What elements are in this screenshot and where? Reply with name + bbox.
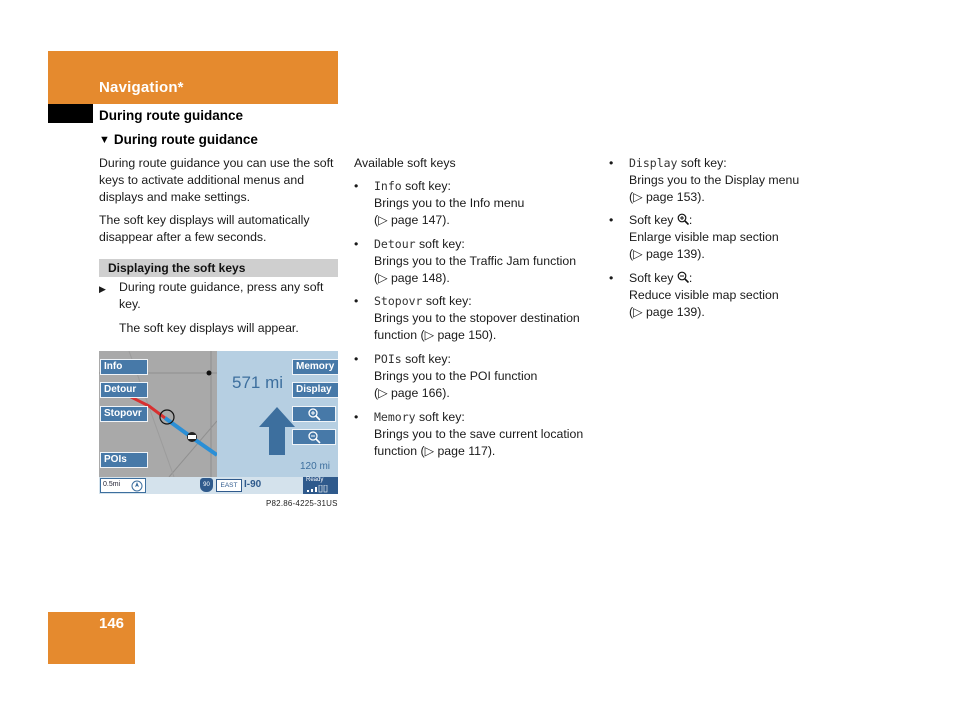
page-subtitle: During route guidance xyxy=(99,108,244,123)
subsection-heading-bar xyxy=(99,259,338,277)
status-text: Ready xyxy=(306,477,324,483)
list-item: • Info soft key: Brings you to the Info menu (▷ page 147). xyxy=(354,179,525,227)
list-item: • Soft key : Enlarge visible map section (▷ page 139). xyxy=(609,213,779,261)
figure-caption: P82.86-4225-31US xyxy=(266,499,338,508)
list-item: • Detour soft key: Brings you to the Traffic Jam function (▷ page 148). xyxy=(354,237,577,285)
section-heading-text: During route guidance xyxy=(113,132,258,147)
list-item: • Display soft key: Brings you to the Display menu (▷ page 153). xyxy=(609,156,800,204)
softkey-name: Detour xyxy=(374,237,416,251)
distance-to-maneuver: 120 mi xyxy=(300,461,331,472)
section-title: Navigation* xyxy=(99,79,184,96)
step-arrow-icon: ▶ xyxy=(99,284,106,294)
list-item: • POIs soft key: Brings you to the POI function (▷ page 166). xyxy=(354,352,538,400)
direction-label: EAST xyxy=(216,479,242,492)
current-road: I-90 xyxy=(244,479,262,490)
zoom-out-icon xyxy=(677,271,689,283)
softkeys-intro: Available soft keys xyxy=(354,156,456,170)
intro-paragraph-2: The soft key displays will automatically disappear after a few seconds. xyxy=(99,213,310,244)
compass-icon xyxy=(131,480,143,492)
section-header-bar xyxy=(48,51,338,104)
softkey-memory[interactable]: Memory xyxy=(292,359,338,375)
zoom-in-icon xyxy=(307,407,321,421)
instruction-step xyxy=(99,279,339,313)
status-box xyxy=(303,477,338,494)
softkey-zoom-out[interactable] xyxy=(292,429,336,445)
list-item: • Soft key : Reduce visible map section (▷ page 139). xyxy=(609,271,779,319)
header-black-tab xyxy=(48,104,93,123)
softkey-name: Display xyxy=(629,156,678,170)
map-scale-box xyxy=(100,478,146,493)
subsection-title: Displaying the soft keys xyxy=(108,261,246,275)
map-scale: 0.5mi xyxy=(103,481,121,488)
softkey-info[interactable]: Info xyxy=(100,359,148,375)
intro-paragraph-1: During route guidance you can use the soft keys to activate additional menus and displays and make settings. xyxy=(99,156,334,204)
zoom-in-icon xyxy=(677,213,689,225)
softkey-name: Info xyxy=(374,179,402,193)
turn-arrow-icon xyxy=(259,407,295,455)
triangle-down-icon: ▼ xyxy=(99,134,110,146)
softkey-name: Memory xyxy=(374,410,416,424)
softkey-pois[interactable]: POIs xyxy=(100,452,148,468)
softkey-name: POIs xyxy=(374,352,402,366)
softkey-zoom-in[interactable] xyxy=(292,406,336,422)
softkey-detour[interactable]: Detour xyxy=(100,382,148,398)
vehicle-position-icon xyxy=(187,432,197,442)
step-text: During route guidance, press any soft key. xyxy=(119,280,324,311)
softkey-stopovr[interactable]: Stopovr xyxy=(100,406,148,422)
distance-to-destination: 571 mi xyxy=(232,373,284,392)
interstate-shield-icon: 90 xyxy=(200,478,213,492)
list-item: • Memory soft key: Brings you to the save current location function (▷ page 117). xyxy=(354,410,584,458)
list-item: • Stopovr soft key: Brings you to the stopover destination function (▷ page 150). xyxy=(354,294,580,342)
section-heading xyxy=(99,132,258,147)
zoom-out-icon xyxy=(307,430,321,444)
navigation-screen-figure xyxy=(99,351,338,494)
softkey-name: Stopovr xyxy=(374,294,423,308)
signal-strength-icon xyxy=(307,485,335,493)
softkey-display[interactable]: Display xyxy=(292,382,338,398)
page-number: 146 xyxy=(99,615,125,632)
screen-status-bar xyxy=(99,477,338,494)
step-result: The soft key displays will appear. xyxy=(119,321,299,335)
